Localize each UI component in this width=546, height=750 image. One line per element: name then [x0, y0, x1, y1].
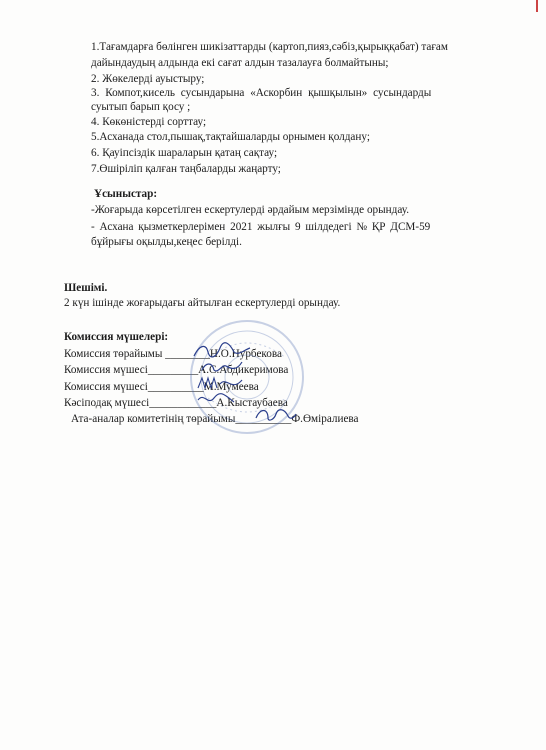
item-3-line-2: суытып барып қосу ;	[91, 101, 191, 113]
proposal-2-line-1: - Асхана қызметкерлерімен 2021 жылғы 9 шілдедегі № ҚР ДСМ-59	[91, 221, 431, 233]
scan-edge-mark	[536, 0, 538, 12]
decision-text: 2 күн ішінде жоғарыдағы айтылған ескертулерді орындау.	[64, 297, 341, 309]
member-name: Н.О.Нурбекова	[209, 348, 282, 360]
signature-parents	[254, 406, 298, 424]
signature-blank: __________	[235, 413, 292, 425]
item-1-line-2: дайындаудың алдында екі сағат алдын тазалауға болмайтыны;	[91, 57, 389, 69]
member-name: А.Кыстаубаева	[216, 397, 288, 409]
signature-blank: _________	[147, 364, 199, 376]
proposals-heading: Ұсыныстар:	[94, 188, 158, 200]
member-role: Кәсіподақ мүшесі	[64, 397, 150, 409]
signature-union	[196, 390, 236, 408]
signature-blank: ____________	[149, 397, 217, 409]
decision-heading: Шешімі.	[64, 282, 108, 294]
member-name: М.Мумеева	[203, 381, 259, 393]
commission-heading: Комиссия мүшелері:	[64, 331, 169, 343]
signature-blank: ________	[165, 348, 210, 360]
member-role: Комиссия мүшесі	[64, 381, 148, 393]
signature-blank: __________	[147, 381, 204, 393]
member-name: Ф.Өміралиева	[291, 413, 359, 425]
item-1-line-1: 1.Тағамдарға бөлінген шикізаттарды (картоп,пияз,сәбіз,қырыққабат) тағам	[91, 41, 448, 53]
proposal-2-line-2: бұйрығы оқылды,кеңес берілді.	[91, 236, 242, 248]
item-4: 4. Көкөністерді сорттау;	[91, 116, 207, 128]
member-role: Ата-аналар комитетінің төрайымы	[71, 413, 236, 425]
item-5: 5.Асханада стол,пышақ,тақтайшаларды орнымен қолдану;	[91, 131, 370, 143]
item-6: 6. Қауіпсіздік шараларын қатаң сақтау;	[91, 147, 278, 159]
member-role: Комиссия төрайымы	[64, 348, 163, 360]
item-7: 7.Өшіріліп қалған таңбаларды жаңарту;	[91, 163, 281, 175]
proposal-1: -Жоғарыда көрсетілген ескертулерді әрдайым мерзімінде орындау.	[91, 204, 409, 216]
item-2: 2. Жөкелерді ауыстыру;	[91, 73, 205, 85]
member-name: А.С.Абдикеримова	[198, 364, 289, 376]
member-role: Комиссия мүшесі	[64, 364, 148, 376]
item-3-line-1: 3. Компот,кисель сусындарына «Аскорбин қышқылын» сусындарды	[91, 87, 432, 99]
